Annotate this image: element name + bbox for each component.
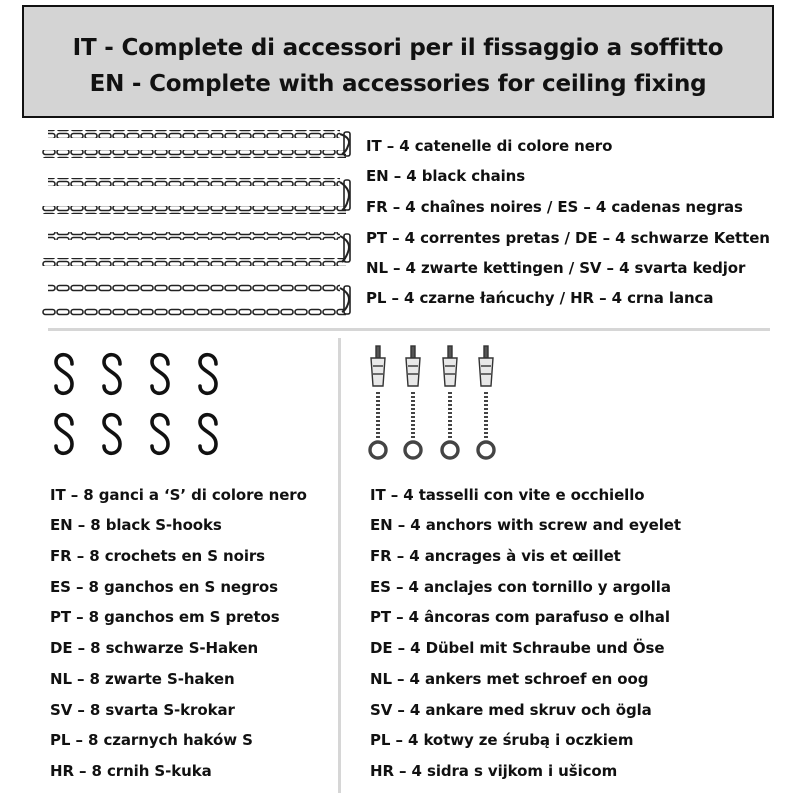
anchor-screw-eyelet-icon xyxy=(365,342,505,467)
section-divider-horizontal xyxy=(48,328,770,331)
header-banner xyxy=(22,5,774,118)
anchors-line-pt: PT – 4 âncoras com parafuso e olhal xyxy=(370,608,670,626)
anchors-line-es: ES – 4 anclajes con tornillo y argolla xyxy=(370,578,671,596)
anchors-line-nl: NL – 4 ankers met schroef en oog xyxy=(370,670,649,688)
hooks-line-sv: SV – 8 svarta S-krokar xyxy=(50,701,235,719)
anchors-line-pl: PL – 4 kotwy ze śrubą i oczkiem xyxy=(370,731,634,749)
hooks-line-pt: PT – 8 ganchos em S pretos xyxy=(50,608,280,626)
anchors-line-hr: HR – 4 sidra s vijkom i ušicom xyxy=(370,762,618,780)
chains-line-en: EN – 4 black chains xyxy=(366,167,526,185)
hooks-line-de: DE – 8 schwarze S-Haken xyxy=(50,639,259,657)
chains-line-pt-de: PT – 4 correntes pretas / DE – 4 schwarze Ketten xyxy=(366,229,770,247)
header-title-it: IT - Complete di accessori per il fissaggio a soffitto xyxy=(72,35,724,61)
chains-line-fr-es: FR – 4 chaînes noires / ES – 4 cadenas negras xyxy=(366,198,743,216)
hooks-line-nl: NL – 8 zwarte S-haken xyxy=(50,670,235,688)
hooks-line-it: IT – 8 ganci a ‘S’ di colore nero xyxy=(50,486,307,504)
hooks-line-en: EN – 8 black S-hooks xyxy=(50,516,222,534)
hooks-line-fr: FR – 8 crochets en S noirs xyxy=(50,547,266,565)
hooks-line-es: ES – 8 ganchos en S negros xyxy=(50,578,278,596)
header-title-en: EN - Complete with accessories for ceiling fixing xyxy=(89,71,707,97)
anchors-line-de: DE – 4 Dübel mit Schraube und Öse xyxy=(370,639,665,657)
chains-line-it: IT – 4 catenelle di colore nero xyxy=(366,137,613,155)
section-divider-vertical xyxy=(338,338,341,793)
chain-icon xyxy=(42,124,354,324)
chains-line-pl-hr: PL – 4 czarne łańcuchy / HR – 4 crna lanca xyxy=(366,289,714,307)
hooks-line-hr: HR – 8 crnih S-kuka xyxy=(50,762,212,780)
anchors-line-it: IT – 4 tasselli con vite e occhiello xyxy=(370,486,645,504)
s-hook-icon xyxy=(50,350,230,465)
hooks-line-pl: PL – 8 czarnych haków S xyxy=(50,731,253,749)
chains-line-nl-sv: NL – 4 zwarte kettingen / SV – 4 svarta kedjor xyxy=(366,259,746,277)
anchors-line-en: EN – 4 anchors with screw and eyelet xyxy=(370,516,681,534)
anchors-line-sv: SV – 4 ankare med skruv och ögla xyxy=(370,701,652,719)
anchors-line-fr: FR – 4 ancrages à vis et œillet xyxy=(370,547,621,565)
